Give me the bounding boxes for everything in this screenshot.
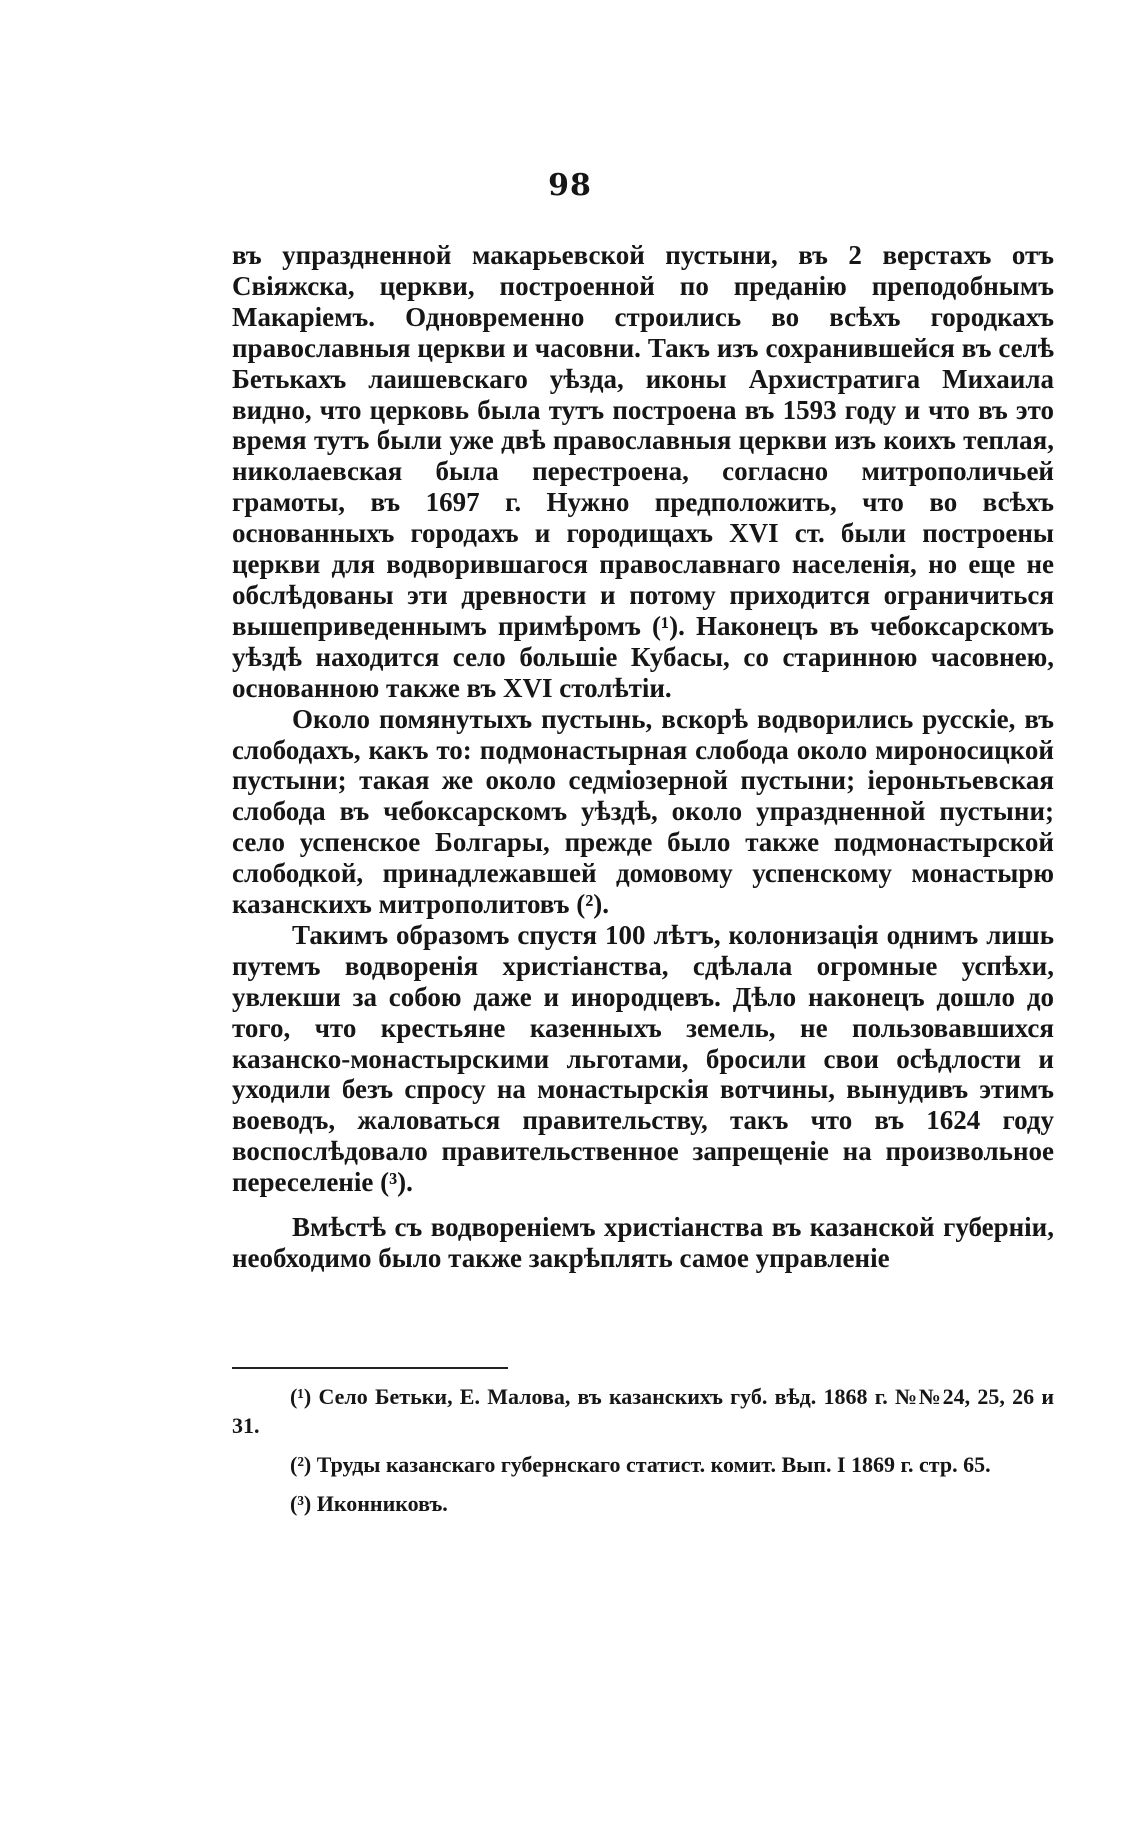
page-number: 98 [548, 168, 592, 203]
footnote-3: (³) Иконниковъ. [290, 1491, 448, 1516]
footnote-2: (²) Труды казанскаго губернскаго статист. комит. Вып. I 1869 г. стр. 65. [290, 1452, 991, 1477]
paragraph-colonization: Такимъ образомъ спустя 100 лѣтъ, колонизація однимъ лишь путемъ водворенія христіанства, сдѣлала огромные успѣхи, увлекши за собою даже и инородцевъ. Дѣло наконецъ дошло до того, что крестьяне казенныхъ земель, не пользовавшихся казанско-монастырскими льготами, бросили свои осѣдлости и уходили безъ спросу на монастырскія вотчины, вынудивъ этимъ воеводъ, жаловаться правительству, такъ что въ 1624 году воспослѣдовало правительственное запрещеніе на произвольное переселеніе (³). [232, 919, 1054, 1198]
footnote-1: (¹) Село Бетьки, Е. Малова, въ казанскихъ губ. вѣд. 1868 г. №№24, 25, 26 и 31. [232, 1384, 1054, 1438]
paragraph-administration: Вмѣстѣ съ водвореніемъ христіанства въ казанской губерніи, необходимо было также закрѣплять самое управленіе [232, 1212, 1054, 1273]
footnotes [232, 1382, 1054, 1528]
paragraph-settlements: Около помянутыхъ пустынь, вскорѣ водворились русскіе, въ слободахъ, какъ то: подмонастырная слобода около мироносицкой пустыни; такая же около седміозерной пустыни; іероньтьевская слобода въ чебоксарскомъ уѣздѣ, около упраздненной пустыни; село успенское Болгары, прежде было также подмонастырской слободкой, принадлежавшей домовому успенскому монастырю казанскихъ митрополитовъ (²). [232, 703, 1054, 920]
body-text [232, 240, 1054, 1274]
paragraph-continued: въ упраздненной макарьевской пустыни, въ 2 верстахъ отъ Свіяжска, церкви, построенной по преданію преподобнымъ Макаріемъ. Одновременно строились во всѣхъ городкахъ православныя церкви и часовни. Такъ изъ сохранившейся въ селѣ Бетькахъ лаишевскаго уѣзда, иконы Архистратига Михаила видно, что церковь была тутъ построена въ 1593 году и что въ это время тутъ были уже двѣ православныя церкви изъ коихъ теплая, николаевская была перестроена, согласно митрополичьей грамоты, въ 1697 г. Нужно предположить, что во всѣхъ основанныхъ городахъ и городищахъ XVI ст. были построены церкви для водворившагося православнаго населенія, но еще не обслѣдованы эти древности и потому приходится ограничиться вышеприведеннымъ примѣромъ (¹). Наконецъ въ чебоксарскомъ уѣздѣ находится село большіе Кубасы, со старинною часовнею, основанною также въ XVI столѣтіи. [232, 240, 1054, 703]
footnote-divider [232, 1367, 508, 1369]
